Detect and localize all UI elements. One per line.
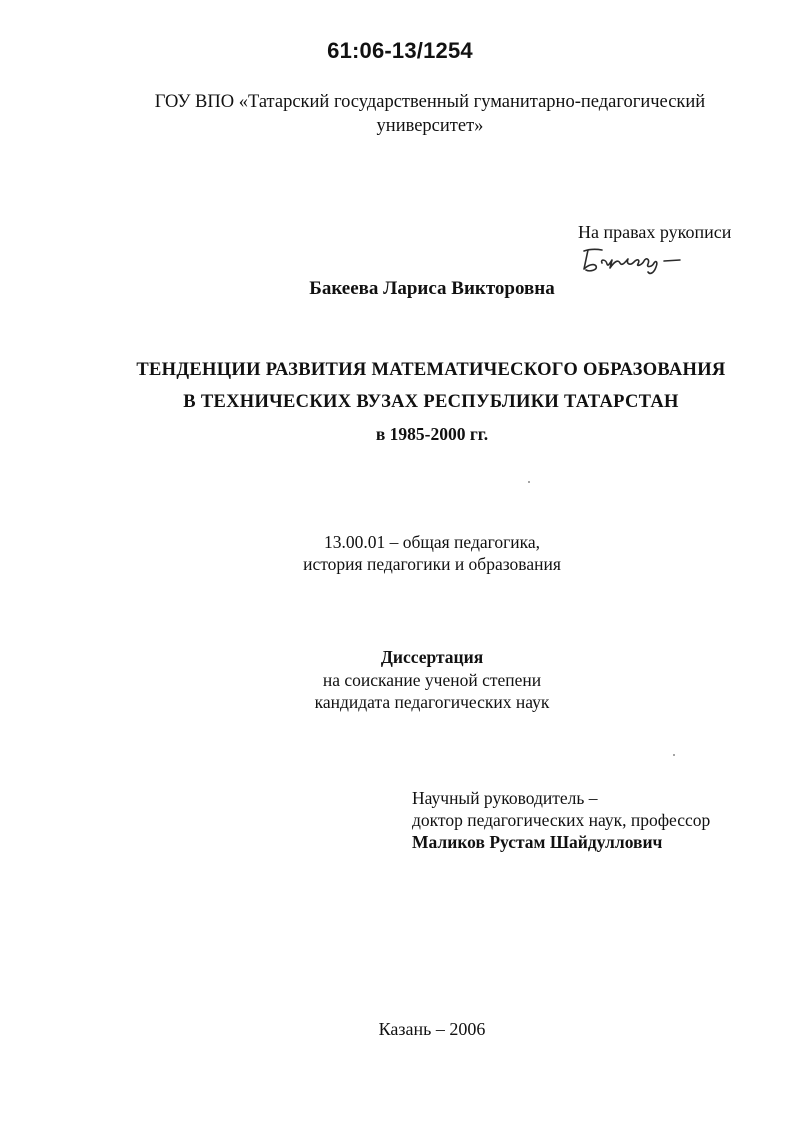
specialty-line-2: история педагогики и образования xyxy=(303,554,561,574)
institution-name xyxy=(110,90,750,138)
scientific-supervisor xyxy=(412,787,710,853)
supervisor-name: Маликов Рустам Шайдуллович xyxy=(412,832,663,852)
specialty-line-1: 13.00.01 – общая педагогика, xyxy=(323,532,541,552)
degree-sought xyxy=(200,669,664,713)
manuscript-rights-note: На правах рукописи xyxy=(578,222,732,242)
catalog-number: 61:06-13/1254 xyxy=(327,38,473,63)
specialty xyxy=(200,531,664,575)
title-years: в 1985-2000 гг. xyxy=(375,424,489,444)
document-type: Диссертация xyxy=(380,647,484,667)
title-line-1: ТЕНДЕНЦИИ РАЗВИТИЯ МАТЕМАТИЧЕСКОГО ОБРАЗОВАНИЯ xyxy=(136,360,726,380)
institution-line-1: ГОУ ВПО «Татарский государственный гуманитарно-педагогический xyxy=(154,92,706,112)
supervisor-role: Научный руководитель – xyxy=(412,788,598,808)
scan-speck xyxy=(673,754,675,756)
author-name: Бакеева Лариса Викторовна xyxy=(309,278,555,299)
title-line-2: В ТЕХНИЧЕСКИХ ВУЗАХ РЕСПУБЛИКИ ТАТАРСТАН xyxy=(183,392,679,412)
handwritten-signature xyxy=(580,243,690,277)
supervisor-credentials: доктор педагогических наук, профессор xyxy=(412,810,711,830)
degree-line-1: на соискание ученой степени xyxy=(322,670,542,690)
institution-line-2: университет» xyxy=(376,116,484,136)
dissertation-title xyxy=(100,354,762,418)
place-and-year: Казань – 2006 xyxy=(378,1019,486,1039)
degree-line-2: кандидата педагогических наук xyxy=(314,692,550,712)
scan-speck xyxy=(528,481,530,483)
